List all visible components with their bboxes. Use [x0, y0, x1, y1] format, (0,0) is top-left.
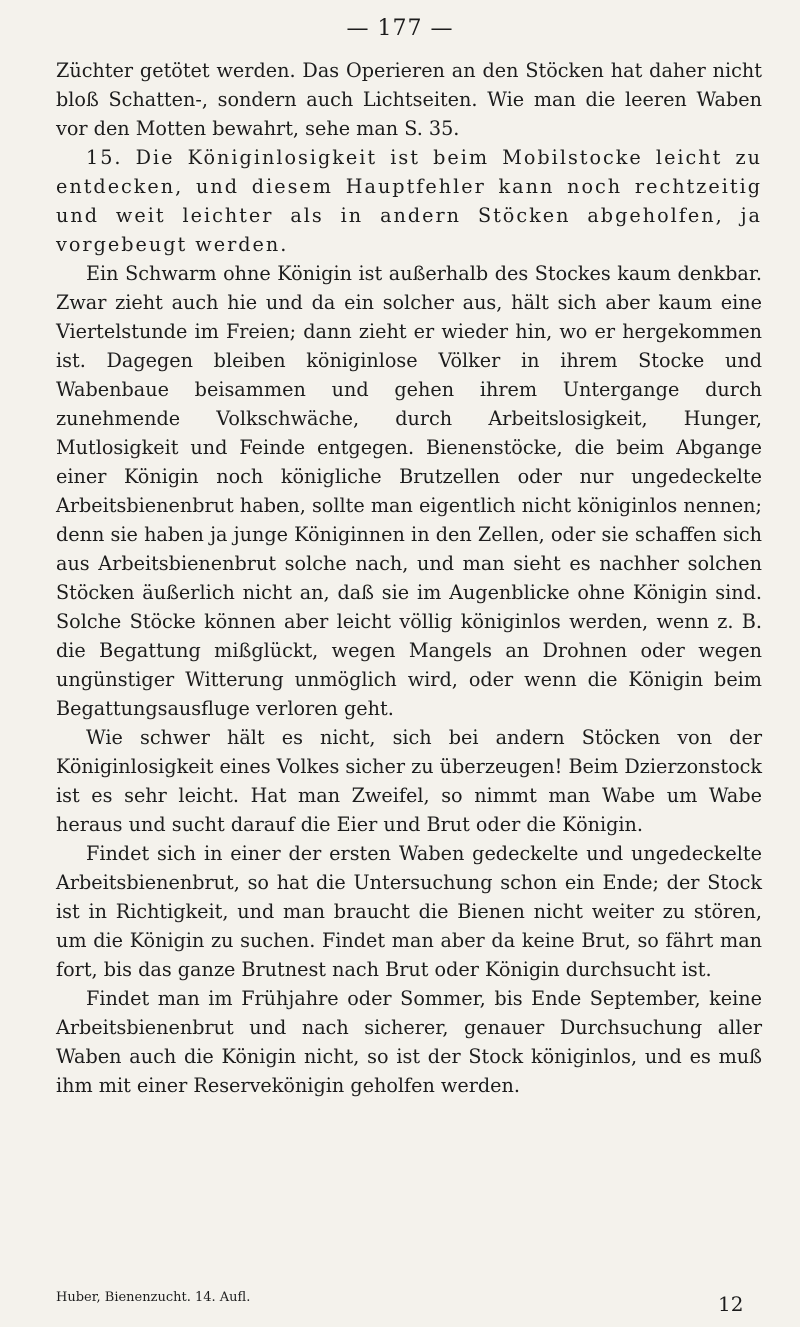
page-number: — 177 —: [346, 16, 454, 41]
footer-citation: Huber, Bienenzucht. 14. Aufl.: [56, 1290, 251, 1305]
paragraph-4: Findet sich in einer der ersten Waben gedeckelte und ungedeckelte Arbeitsbienenbrut, so hat die Untersuchung schon ein Ende; der Stock ist in Richtigkeit, und man braucht die Bienen nicht weiter zu stören, um die Königin zu suchen. Findet man aber da keine Brut, so fährt man fort, bis das ganze Brutnest nach Brut oder Königin durchsucht ist.: [56, 842, 762, 981]
paragraph-2: Ein Schwarm ohne Königin ist außerhalb des Stockes kaum denkbar. Zwar zieht auch hie und da ein solcher aus, hält sich aber kaum eine Viertelstunde im Freien; dann zieht er wieder hin, wo er hergekommen ist. Dagegen bleiben königinlose Völker in ihrem Stocke und Wabenbaue beisammen und gehen ihrem Untergange durch zunehmende Volkschwäche, durch Arbeitslosigkeit, Hunger, Mutlosigkeit und Feinde entgegen. Bienenstöcke, die beim Abgange einer Königin noch königliche Brutzellen oder nur ungedeckelte Arbeitsbienenbrut haben, sollte man eigentlich nicht königinlos nennen; denn sie haben ja junge Königinnen in den Zellen, oder sie schaffen sich aus Arbeitsbienenbrut solche nach, und man sieht es nachher solchen Stöcken äußerlich nicht an, daß sie im Augenblicke ohne Königin sind. Solche Stöcke können aber leicht völlig königinlos werden, wenn z. B. die Begattung mißglückt, wegen Mangels an Drohnen oder wegen ungünstiger Witterung unmöglich wird, oder wenn die Königin beim Begattungsausfluge verloren geht.: [56, 262, 762, 720]
section-heading-15: 15. Die Königinlosigkeit ist beim Mobilstocke leicht zu entdecken, und diesem Hauptfehler kann noch rechtzeitig und weit leichter als in andern Stöcken abgeholfen, ja vorgebeugt werden.: [56, 146, 762, 256]
paragraph-1: Züchter getötet werden. Das Operieren an den Stöcken hat daher nicht bloß Schatten-, sondern auch Lichtseiten. Wie man die leeren Waben vor den Motten bewahrt, sehe man S. 35.: [56, 59, 762, 140]
paragraph-5: Findet man im Frühjahre oder Sommer, bis Ende September, keine Arbeitsbienenbrut und nach sicherer, genauer Durchsuchung aller Waben auch die Königin nicht, so ist der Stock königinlos, und es muß ihm mit einer Reservekönigin geholfen werden.: [56, 987, 762, 1097]
paragraph-3: Wie schwer hält es nicht, sich bei andern Stöcken von der Königinlosigkeit eines Volkes sicher zu überzeugen! Beim Dzierzonstock ist es sehr leicht. Hat man Zweifel, so nimmt man Wabe um Wabe heraus und sucht darauf die Eier und Brut oder die Königin.: [56, 726, 763, 836]
signature-mark: 12: [718, 1292, 744, 1316]
body-text: [56, 56, 762, 1100]
